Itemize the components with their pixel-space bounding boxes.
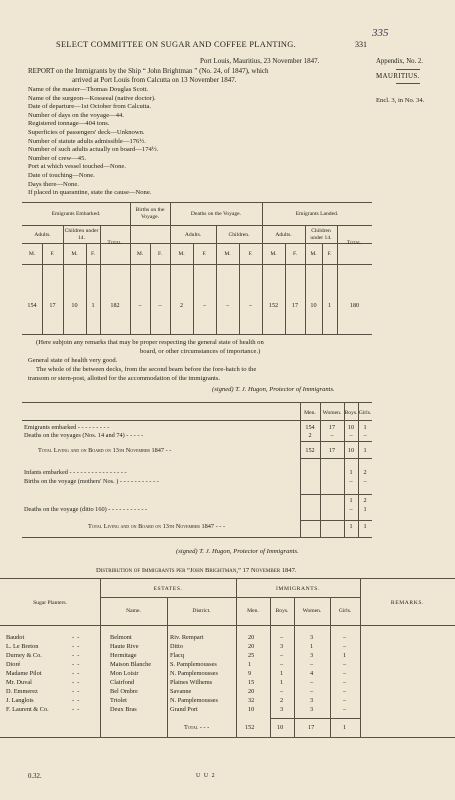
cell-women: – bbox=[310, 661, 314, 668]
cell-value: 154 bbox=[27, 302, 37, 309]
planter-name: Mr. Duval bbox=[6, 679, 32, 686]
cell-boys: – bbox=[349, 432, 353, 439]
cell-men: 25 bbox=[248, 652, 255, 659]
cell-boys: – bbox=[280, 634, 284, 641]
cell-boys: – bbox=[280, 652, 284, 659]
margin-rule bbox=[396, 83, 420, 84]
total-girls: 1 bbox=[343, 724, 347, 731]
header-estates: ESTATES. bbox=[153, 586, 183, 592]
total-men: 152 bbox=[245, 724, 255, 731]
cell-value: 180 bbox=[349, 302, 360, 309]
cell-women: 17 bbox=[328, 424, 336, 431]
cell-girls: – bbox=[343, 670, 347, 677]
leader-dashes: - - bbox=[72, 643, 80, 650]
leader-dashes: - - bbox=[72, 670, 80, 677]
report-title: REPORT on the Immigrants by the Ship “ John Brightman ” (No. 24, of 1847), which bbox=[28, 67, 269, 75]
total-row-label: Total - - - bbox=[184, 724, 210, 731]
district-name: Plaines Wilhems bbox=[170, 679, 213, 686]
cell-girls: 2 bbox=[363, 497, 367, 504]
total-women: 17 bbox=[308, 724, 315, 731]
cell-men: 20 bbox=[248, 643, 255, 650]
cell-men: 154 bbox=[305, 424, 315, 431]
cell-boys: 10 bbox=[347, 447, 355, 454]
cell-women: – bbox=[310, 679, 314, 686]
cell-men: 32 bbox=[248, 697, 255, 704]
cell-men: 20 bbox=[248, 688, 255, 695]
cell-women: 3 bbox=[310, 634, 314, 641]
cell-boys: – bbox=[349, 478, 353, 485]
cell-men: 15 bbox=[248, 679, 255, 686]
col-m: M. bbox=[178, 251, 185, 257]
leader-dashes: - - bbox=[72, 634, 80, 641]
cell-men: 152 bbox=[305, 447, 315, 454]
header-estate-name: Name. bbox=[126, 608, 141, 614]
cell-value: 10 bbox=[310, 302, 317, 309]
planter-name: F. Laurent & Co. bbox=[6, 706, 49, 713]
planter-name: L. Le Breton bbox=[6, 643, 39, 650]
cell-men: 2 bbox=[308, 432, 312, 439]
estate-name: Clairfond bbox=[110, 679, 135, 686]
cell-women: – bbox=[310, 688, 314, 695]
particular-deck: Superficies of passengers' deck—Unknown. bbox=[28, 128, 145, 136]
header-children: Children. bbox=[228, 232, 250, 238]
header-adults: Adults. bbox=[275, 232, 292, 238]
col-m: M. bbox=[136, 251, 144, 257]
planter-name: Baudot bbox=[6, 634, 25, 641]
header-children: Children under 14. bbox=[64, 228, 99, 241]
enclosure-note: Encl. 3, in No. 34. bbox=[376, 97, 425, 104]
cell-men: 9 bbox=[248, 670, 252, 677]
cell-boys: 1 bbox=[349, 523, 353, 530]
row-total-living-infants: Total Living and on Board on 13th November 1847 - - - bbox=[88, 523, 226, 530]
district-name: S. Pamplemousses bbox=[170, 661, 217, 668]
planter-name: D. Emmerez bbox=[6, 688, 38, 695]
planter-name: Durney & Co. bbox=[6, 652, 42, 659]
between-decks-statement-continued: transom or stern-post, allotted for the accommodation of the immigrants. bbox=[28, 375, 221, 382]
estate-name: Belmont bbox=[110, 634, 132, 641]
running-head: SELECT COMMITTEE ON SUGAR AND COFFEE PLANTING. bbox=[56, 40, 297, 49]
cell-girls: – bbox=[343, 634, 347, 641]
cell-value: – bbox=[225, 302, 230, 309]
header-women: Women. bbox=[302, 608, 322, 614]
particular-crew: Number of crew—45. bbox=[28, 154, 87, 162]
cell-women: 1 bbox=[310, 643, 314, 650]
col-f: F. bbox=[157, 251, 163, 257]
header-girls: Girls. bbox=[338, 608, 352, 614]
cell-girls: 1 bbox=[343, 652, 347, 659]
colony-label: MAURITIUS. bbox=[376, 72, 420, 80]
cell-women: 3 bbox=[310, 652, 314, 659]
cell-girls: 1 bbox=[363, 424, 367, 431]
cell-girls: 1 bbox=[363, 506, 367, 513]
cell-girls: 2 bbox=[363, 469, 367, 476]
cell-girls: – bbox=[343, 643, 347, 650]
leader-dashes: - - bbox=[72, 661, 80, 668]
row-births-voyage: Births on the voyage (mothers' Nos. ) - - - - - - - - - - - bbox=[24, 478, 159, 485]
header-district: District. bbox=[192, 608, 211, 614]
report-title-continued: arrived at Port Louis from Calcutta on 13 November 1847. bbox=[72, 76, 237, 84]
header-total: Total. bbox=[346, 240, 363, 246]
col-m: M. bbox=[28, 251, 36, 257]
appendix-note: Appendix, No. 2. bbox=[376, 58, 424, 65]
header-total: Total. bbox=[107, 240, 123, 246]
district-name: Flacq bbox=[170, 652, 184, 659]
between-decks-statement: The whole of the between decks, from the second beam before the fore-hatch to the bbox=[36, 366, 257, 373]
estate-name: Triolet bbox=[110, 697, 127, 704]
header-emigrants-landed: Emigrants Landed. bbox=[295, 211, 339, 217]
header-men: Men. bbox=[247, 608, 259, 614]
row-emigrants-embarked: Emigrants embarked - - - - - - - - - bbox=[24, 424, 110, 431]
row-deaths-voyage: Deaths on the voyages (Nos. 14 and 74) - - - - - bbox=[24, 432, 144, 439]
handwritten-page-number: 335 bbox=[372, 27, 389, 39]
cell-boys: 3 bbox=[280, 706, 284, 713]
particular-days-there: Days there—None. bbox=[28, 180, 79, 188]
leader-dashes: - - bbox=[72, 688, 80, 695]
voyage-particulars bbox=[28, 86, 158, 198]
distribution-title: Distribution of Immigrants per “John Brightman,” 17 November 1847. bbox=[96, 567, 297, 574]
particular-master: Name of the master—Thomas Douglas Scott. bbox=[28, 86, 149, 93]
col-m: M. bbox=[224, 251, 231, 257]
cell-women: 4 bbox=[310, 670, 314, 677]
cell-girls: – bbox=[343, 706, 347, 713]
total-boys: 10 bbox=[277, 724, 284, 731]
district-name: N. Pamplemousses bbox=[170, 670, 218, 677]
particular-adults: Number of such adults actually on board—174½. bbox=[28, 146, 159, 154]
cell-girls: 1 bbox=[363, 523, 367, 530]
col-m: M. bbox=[71, 251, 78, 257]
cell-value: 17 bbox=[49, 302, 56, 309]
cell-value: 1 bbox=[327, 302, 332, 309]
header-men: Men. bbox=[304, 410, 316, 416]
header-adults: Adults. bbox=[184, 232, 202, 238]
cell-value: – bbox=[158, 302, 162, 309]
header-women: Women. bbox=[322, 410, 342, 416]
particular-port: Port at which vessel touched—None. bbox=[28, 163, 126, 171]
col-m: M. bbox=[310, 251, 317, 257]
estate-name: Hermitage bbox=[110, 652, 137, 659]
cell-girls: – bbox=[363, 432, 367, 439]
cell-value: 17 bbox=[291, 302, 299, 309]
leader-dashes: - - bbox=[72, 679, 80, 686]
col-f: F. bbox=[248, 251, 253, 257]
cell-girls: – bbox=[343, 688, 347, 695]
particular-touching: Date of touching—None. bbox=[28, 171, 95, 179]
row-total-living: Total Living and on Board on 13th November 1847 - - bbox=[38, 447, 172, 454]
estate-name: Deux Bras bbox=[110, 706, 137, 713]
particular-admissible: Number of statute adults admissible—176½. bbox=[28, 137, 146, 145]
estate-name: Bel Ombre bbox=[110, 688, 138, 695]
row-deaths-infants: Deaths on the voyage (ditto 160) - - - - - - - - - - - bbox=[24, 506, 148, 513]
cell-boys: 2 bbox=[280, 697, 284, 704]
cell-girls: 1 bbox=[363, 447, 367, 454]
particular-tonnage: Registered tonnage—404 tons. bbox=[28, 120, 110, 128]
col-f: F. bbox=[202, 251, 207, 257]
planter-name: Dioré bbox=[6, 661, 21, 668]
header-deaths: Deaths on the Voyage. bbox=[190, 211, 242, 217]
leader-dashes: - - bbox=[72, 706, 80, 713]
cell-value: 10 bbox=[71, 302, 78, 309]
cell-boys: 1 bbox=[349, 469, 353, 476]
remarks-instruction: (Here subjoin any remarks that may be proper respecting the general state of health on bbox=[36, 339, 264, 346]
cell-women: 3 bbox=[310, 697, 314, 704]
cell-value: 182 bbox=[110, 302, 120, 309]
cell-girls: – bbox=[343, 661, 347, 668]
planter-name: J. Langlois bbox=[6, 697, 34, 704]
header-births: Births on the Voyage. bbox=[135, 207, 165, 220]
cell-boys: 1 bbox=[349, 497, 353, 504]
health-statement: General state of health very good. bbox=[28, 357, 118, 364]
cell-men: 20 bbox=[248, 634, 255, 641]
district-name: Ditto bbox=[170, 643, 183, 650]
cell-value: – bbox=[138, 302, 142, 309]
report-place-date: Port Louis, Mauritius, 23 November 1847. bbox=[200, 57, 320, 65]
header-boys: Boys. bbox=[344, 410, 358, 416]
footer-sheet-mark: U U 2 bbox=[196, 773, 216, 779]
cell-boys: 1 bbox=[280, 679, 284, 686]
district-name: Savanne bbox=[170, 688, 192, 695]
cell-men: 10 bbox=[248, 706, 255, 713]
particular-quarantine: If placed in quarantine, state the cause—None. bbox=[28, 189, 152, 197]
col-f: F. bbox=[90, 251, 96, 257]
cell-girls: – bbox=[343, 697, 347, 704]
cell-value: 2 bbox=[179, 302, 184, 309]
cell-girls: – bbox=[343, 679, 347, 686]
cell-value: 152 bbox=[268, 302, 279, 309]
header-remarks: REMARKS. bbox=[390, 600, 425, 606]
estate-name: Maison Blanche bbox=[110, 661, 152, 668]
header-children: Children under 14. bbox=[310, 228, 332, 241]
cell-boys: – bbox=[280, 688, 284, 695]
header-immigrants: IMMIGRANTS. bbox=[275, 586, 321, 592]
particular-surgeon: Name of the surgeon—Kosseeal (native doctor). bbox=[28, 94, 156, 102]
col-f: F. bbox=[292, 251, 298, 257]
estate-name: Haute Rive bbox=[110, 643, 139, 650]
cell-boys: – bbox=[349, 506, 353, 513]
col-f: F. bbox=[327, 251, 332, 257]
cell-value: – bbox=[202, 302, 207, 309]
margin-rule bbox=[396, 69, 420, 70]
district-name: N. Pamplemousses bbox=[170, 697, 218, 704]
estate-name: Mon Loisir bbox=[110, 670, 139, 677]
cell-boys: 10 bbox=[347, 424, 355, 431]
particular-departure: Date of departure—1st October from Calcutta. bbox=[28, 103, 152, 111]
header-emigrants-embarked: Emigrants Embarked. bbox=[51, 211, 101, 217]
planter-name: Madame Pilot bbox=[6, 670, 42, 677]
row-infants-embarked: Infants embarked - - - - - - - - - - - - - - - - bbox=[24, 469, 127, 476]
cell-women: 17 bbox=[328, 447, 336, 454]
header-girls: Girls. bbox=[358, 410, 372, 416]
cell-boys: 1 bbox=[280, 670, 284, 677]
signature: (signed) T. J. Hugon, Protector of Immigrants. bbox=[212, 386, 335, 393]
col-f: F. bbox=[50, 251, 55, 257]
leader-dashes: - - bbox=[72, 697, 80, 704]
cell-men: 1 bbox=[248, 661, 252, 668]
particular-days: Number of days on the voyage—44. bbox=[28, 111, 124, 119]
page-number: 331 bbox=[355, 40, 367, 49]
signature: (signed) T. J. Hugon, Protector of Immigrants. bbox=[176, 548, 299, 555]
col-m: M. bbox=[270, 251, 277, 257]
header-adults: Adults. bbox=[34, 232, 51, 238]
cell-boys: – bbox=[280, 661, 284, 668]
leader-dashes: - - bbox=[72, 652, 80, 659]
footer-signature-mark: 0.32. bbox=[28, 773, 42, 780]
remarks-instruction-continued: board, or other circumstances of importance.) bbox=[140, 348, 261, 355]
cell-women: – bbox=[330, 432, 334, 439]
district-name: Grand Port bbox=[170, 706, 198, 713]
header-sugar-planters: Sugar Planters. bbox=[33, 600, 67, 606]
cell-value: 1 bbox=[91, 302, 95, 309]
cell-boys: 3 bbox=[280, 643, 284, 650]
cell-women: 3 bbox=[310, 706, 314, 713]
cell-girls: – bbox=[363, 478, 367, 485]
cell-value: – bbox=[248, 302, 253, 309]
district-name: Riv. Rempart bbox=[170, 634, 204, 641]
header-boys: Boys. bbox=[275, 608, 289, 614]
